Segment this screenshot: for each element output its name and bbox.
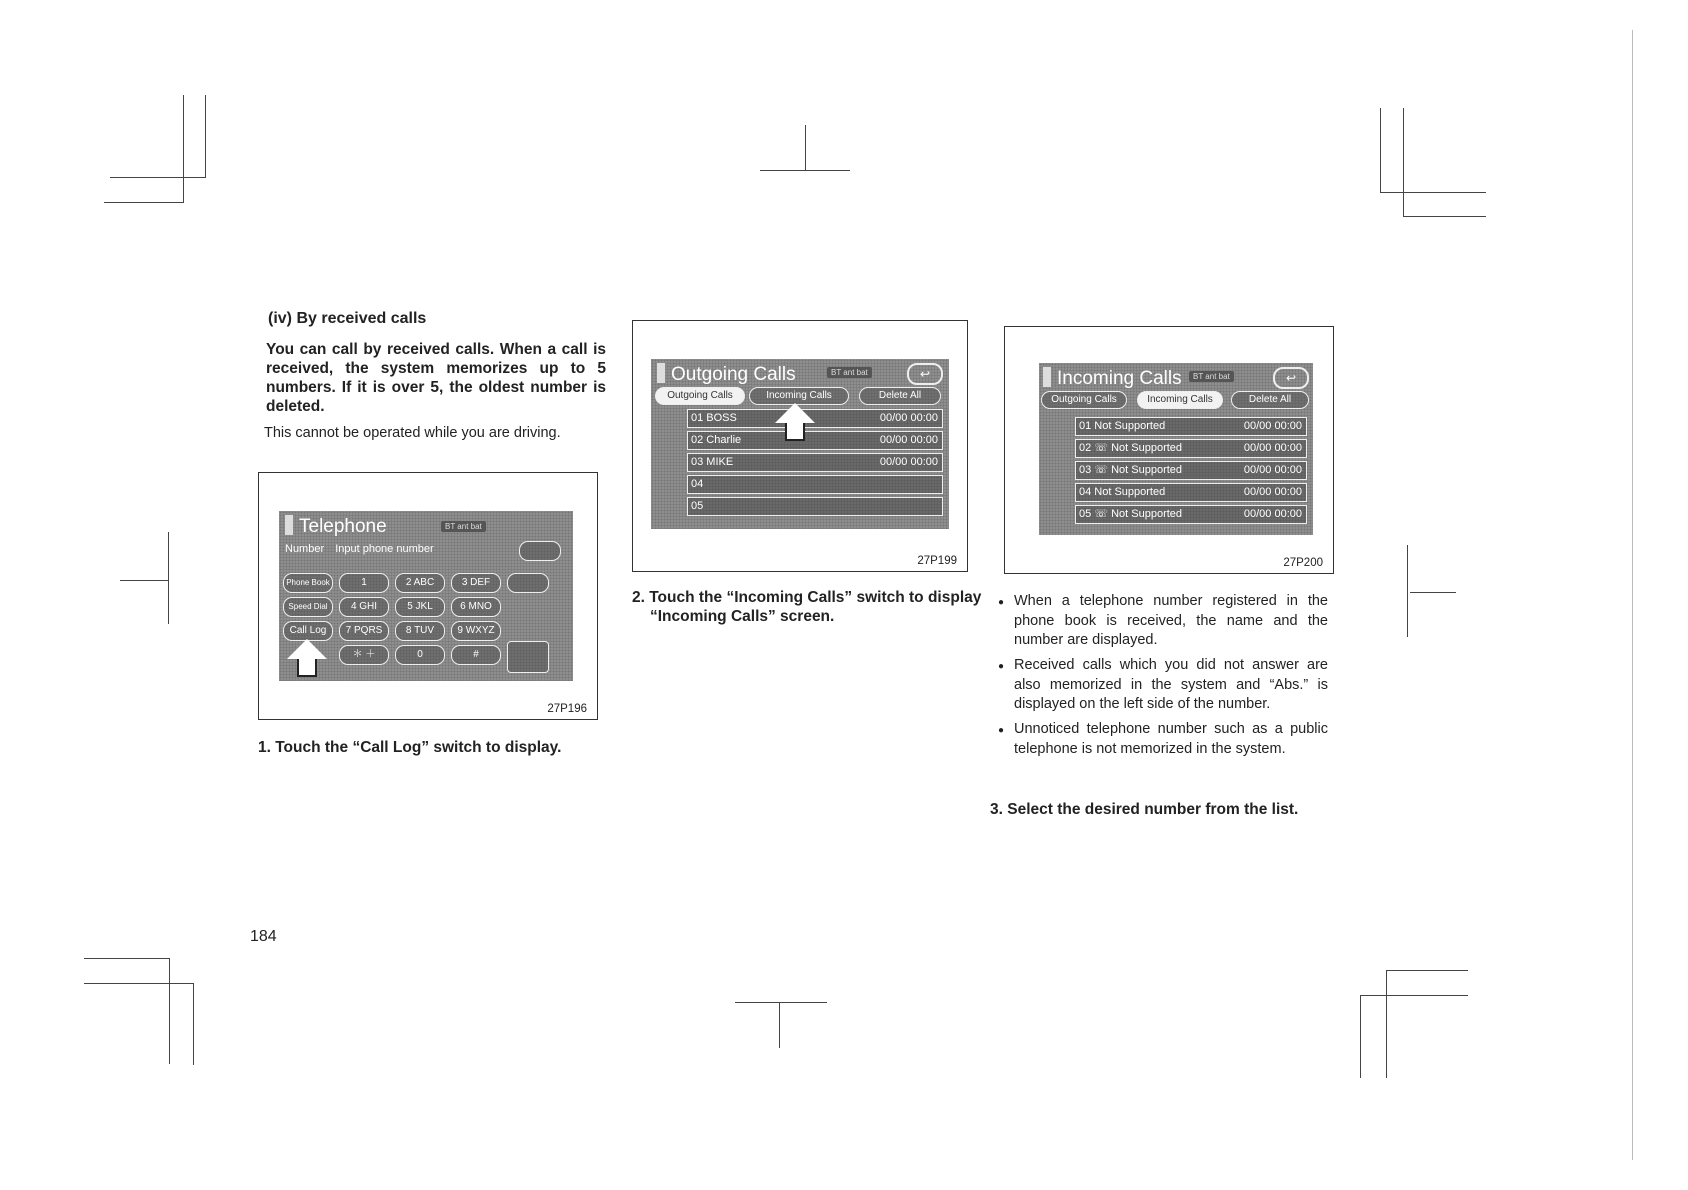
backspace-key[interactable] <box>519 541 561 561</box>
key-0[interactable]: 0 <box>395 645 445 665</box>
figure-code: 27P196 <box>547 703 587 715</box>
status-icons: BT ant bat <box>1189 371 1234 382</box>
call-row[interactable]: 03 ☏ Not Supported 00/00 00:00 <box>1075 461 1307 480</box>
figure-code: 27P200 <box>1283 557 1323 569</box>
phone-icon <box>657 363 665 383</box>
number-label: Number <box>285 543 325 555</box>
call-row[interactable]: 04 <box>687 475 943 494</box>
hangup-key[interactable] <box>507 641 549 673</box>
key-3[interactable]: 3 DEF <box>451 573 501 593</box>
page-number: 184 <box>250 928 277 945</box>
call-row[interactable]: 02 Charlie 00/00 00:00 <box>687 431 943 450</box>
bullet-icon: ● <box>998 725 1005 736</box>
figure-outgoing-calls <box>632 320 968 572</box>
telephone-screen <box>279 511 573 681</box>
outgoing-calls-screen <box>651 359 949 529</box>
status-icons: BT ant bat <box>827 367 872 378</box>
screen-title: Incoming Calls <box>1043 367 1182 390</box>
delete-all-button[interactable]: Delete All <box>1231 391 1309 409</box>
key-9[interactable]: 9 WXYZ <box>451 621 501 641</box>
call-log-button[interactable]: Call Log <box>283 621 333 641</box>
step-1: 1. Touch the “Call Log” switch to display. <box>258 739 562 756</box>
figure-telephone-screen <box>258 472 598 720</box>
call-row[interactable]: 04 Not Supported 00/00 00:00 <box>1075 483 1307 502</box>
note-item: ● When a telephone number registered in the phone book is received, the name and the number are displayed. <box>998 593 1328 648</box>
notes-list <box>998 592 1328 765</box>
tab-outgoing-calls[interactable]: Outgoing Calls <box>1041 391 1127 409</box>
section-heading: (iv) By received calls <box>268 310 427 327</box>
key-2[interactable]: 2 ABC <box>395 573 445 593</box>
driving-note: This cannot be operated while you are driving. <box>264 425 561 441</box>
screen-title: Outgoing Calls <box>657 363 796 386</box>
delete-all-button[interactable]: Delete All <box>859 387 941 405</box>
call-row[interactable]: 05 <box>687 497 943 516</box>
note-item: ● Unnoticed telephone number such as a public telephone is not memorized in the system. <box>998 721 1328 757</box>
speed-dial-button[interactable]: Speed Dial <box>283 597 333 617</box>
back-icon[interactable]: ↩ <box>907 363 943 385</box>
call-row[interactable]: 03 MIKE 00/00 00:00 <box>687 453 943 472</box>
key-7[interactable]: 7 PQRS <box>339 621 389 641</box>
status-icons: BT ant bat <box>441 521 486 532</box>
pointer-arrow-icon <box>287 639 327 659</box>
intro-paragraph: You can call by received calls. When a call is received, the system memorizes up to 5 numbers. If it is over 5, the oldest number is deleted. <box>266 341 606 415</box>
handset-key[interactable] <box>507 573 549 593</box>
figure-code: 27P199 <box>917 555 957 567</box>
tab-incoming-calls[interactable]: Incoming Calls <box>749 387 849 405</box>
phone-book-button[interactable]: Phone Book <box>283 573 333 593</box>
back-icon[interactable]: ↩ <box>1273 367 1309 389</box>
call-row[interactable]: 01 BOSS 00/00 00:00 <box>687 409 943 428</box>
call-row[interactable]: 02 ☏ Not Supported 00/00 00:00 <box>1075 439 1307 458</box>
key-8[interactable]: 8 TUV <box>395 621 445 641</box>
key-4[interactable]: 4 GHI <box>339 597 389 617</box>
figure-incoming-calls <box>1004 326 1334 574</box>
tab-outgoing-calls[interactable]: Outgoing Calls <box>655 387 745 405</box>
phone-icon <box>285 515 293 535</box>
key-star[interactable]: ＊ ＋ <box>339 645 389 665</box>
call-row[interactable]: 01 Not Supported 00/00 00:00 <box>1075 417 1307 436</box>
bullet-icon: ● <box>998 661 1005 672</box>
number-field[interactable] <box>285 543 434 555</box>
key-6[interactable]: 6 MNO <box>451 597 501 617</box>
pointer-arrow-icon <box>775 403 815 423</box>
key-hash[interactable]: # <box>451 645 501 665</box>
pointer-arrow-stem <box>785 423 805 441</box>
bullet-icon: ● <box>998 597 1005 608</box>
key-5[interactable]: 5 JKL <box>395 597 445 617</box>
call-row[interactable]: 05 ☏ Not Supported 00/00 00:00 <box>1075 505 1307 524</box>
pointer-arrow-stem <box>297 659 317 677</box>
step-3: 3. Select the desired number from the list. <box>990 801 1299 818</box>
incoming-calls-screen <box>1039 363 1313 535</box>
screen-title: Telephone <box>285 515 387 538</box>
tab-incoming-calls[interactable]: Incoming Calls <box>1137 391 1223 409</box>
phone-icon <box>1043 367 1051 387</box>
note-item: ● Received calls which you did not answer are also memorized in the system and “Abs.” is displayed on the left side of the number. <box>998 657 1328 712</box>
key-1[interactable]: 1 <box>339 573 389 593</box>
number-placeholder: Input phone number <box>335 543 434 555</box>
step-2: 2. Touch the “Incoming Calls” switch to display “Incoming Calls” screen. <box>632 589 982 625</box>
